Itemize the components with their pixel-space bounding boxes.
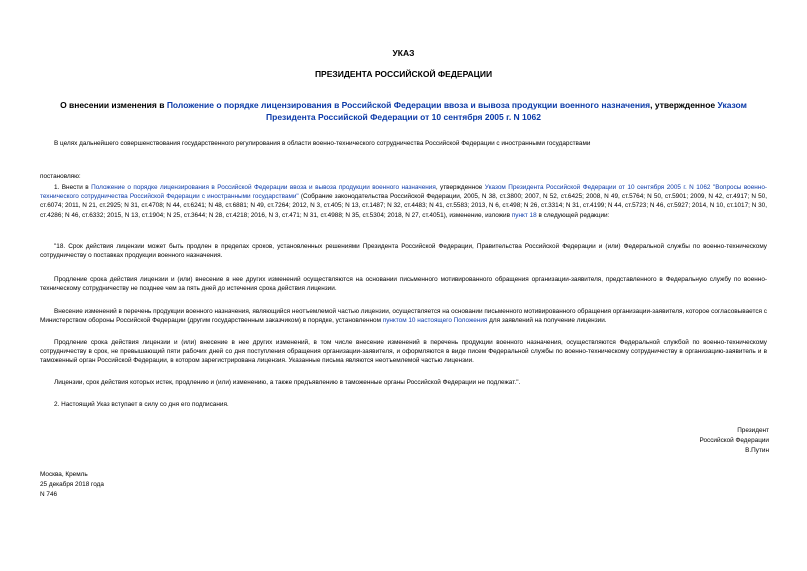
signature-position: Президент xyxy=(737,427,769,434)
paragraph-changes xyxy=(40,307,767,325)
title-link-decree[interactable]: Указом Президента Российской Федерации от 10 сентября 2005 г. N 1062 xyxy=(266,100,747,122)
item-2: 2. Настоящий Указ вступает в силу со дня его подписания. xyxy=(54,401,229,408)
document-title xyxy=(40,99,767,123)
signature-block xyxy=(700,426,770,456)
footer-place: Москва, Кремль xyxy=(40,471,88,478)
item1-text-b: , утвержденное xyxy=(435,184,485,191)
item1-text-a: 1. Внести в xyxy=(54,184,92,191)
footer-number: N 746 xyxy=(40,491,58,498)
item-1 xyxy=(40,183,767,220)
issuer-heading: ПРЕЗИДЕНТА РОССИЙСКОЙ ФЕДЕРАЦИИ xyxy=(314,69,493,79)
signature-name: В.Путин xyxy=(745,447,769,454)
decree-heading: УКАЗ xyxy=(392,48,415,58)
item1-text-d: в следующей редакции: xyxy=(536,211,610,219)
preamble: В целях дальнейшего совершенствования государственного регулирования в области военно-технического сотрудничества Российской Федерации с иностранными государствами xyxy=(54,140,591,147)
item1-link-regulation[interactable]: Положение о порядке лицензирования в Российской Федерации ввоза и вывоза продукции военного назначения xyxy=(91,184,436,191)
item1-link-decree[interactable]: Указом Президента Российской Федерации от 10 сентября 2005 г. N 1062 "Вопросы военно-технического сотрудничества Российской Федерации с иностранными государствами" xyxy=(40,184,768,201)
item1-text-c: (Собрание законодательства Российской Федерации, 2005, N 38, ст.3800; 2007, N 52, ст.6425; 2008, N 49, ст.5764; N 50, ст.5901; 2009, N 42, ст.4917; N 50, ст.6074; 2011, N 21, ст.2925; N 31, ст.4708; N 44, ст.6241; N 48, ст.6881; N 49, ст.7264; 2012, N 3, ст.405; N 13, ст.1487; N 32, ст.4483; N 41, ст.5583; 2013, N 6, ст.498; N 26, ст.3314; N 31, ст.4199; N 44, ст.5723; N 46, ст.5927; 2014, N 10, ст.1017; N 30, ст.4286; N 46, ст.6332; 2015, N 13, ст.1904; N 25, ст.3644; N 28, ст.4218; 2016, N 3, ст.471; N 31, ст.4988; N 35, ст.5304; 2018, N 27, ст.4051), изменение, изложив xyxy=(40,193,767,219)
item1-link-point18[interactable]: пункт 18 xyxy=(511,211,537,219)
paragraph-notification: Продление срока действия лицензии и (или) внесение в нее других изменений, в том числе внесение изменений в перечень продукции военного назначения, осуществляются Федеральной службой по военно-техническому сотрудничеству в срок, не превышающий пяти рабочих дней со дня поступления обращения организации-заявителя, и оформляются в виде писем Федеральной службы по военно-техническому сотрудничеству в организацию-заявитель и в таможенный орган Российской Федерации, в котором зарегистрирована лицензия. Указанные письма являются неотъемлемой частью лицензии. xyxy=(40,339,767,365)
footer-date: 25 декабря 2018 года xyxy=(40,481,104,488)
paragraph-expired: Лицензии, срок действия которых истек, продлению и (или) изменению, а также предъявлению в таможенные органы Российской Федерации не подлежат.". xyxy=(54,379,521,386)
decree-word: постановляю: xyxy=(40,173,81,180)
title-prefix: О внесении изменения в xyxy=(60,100,167,110)
changes-link-point10[interactable]: пунктом 10 настоящего Положения xyxy=(382,317,488,325)
title-middle: , утвержденное xyxy=(650,100,718,110)
changes-text-b: для заявлений на получение лицензии. xyxy=(487,317,607,325)
footer-block xyxy=(40,470,104,500)
paragraph-18: "18. Срок действия лицензии может быть продлен в пределах сроков, установленных решениями Президента Российской Федерации, Правительства Российской Федерации и (или) Федеральной службы по военно-техническому сотрудничеству о поставках продукции военного назначения. xyxy=(40,243,767,260)
changes-text-a: Внесение изменений в перечень продукции военного назначения, являющийся неотъемлемой частью лицензии, осуществляется на основании письменного мотивированного обращения организации-заявителя, которое согласовывается с Министерством обороны Российской Федерации (другим государственным заказчиком) в порядке, установленном xyxy=(40,308,767,325)
signature-country: Российской Федерации xyxy=(699,437,769,444)
title-link-regulation[interactable]: Положение о порядке лицензирования в Российской Федерации ввоза и вывоза продукции военного назначения xyxy=(166,100,651,110)
paragraph-extension: Продление срока действия лицензии и (или) внесение в нее других изменений осуществляются на основании письменного мотивированного обращения организации-заявителя, представленного в Федеральную службу по военно-техническому сотрудничеству не позднее чем за пять дней до истечения срока действия лицензии. xyxy=(40,276,767,293)
